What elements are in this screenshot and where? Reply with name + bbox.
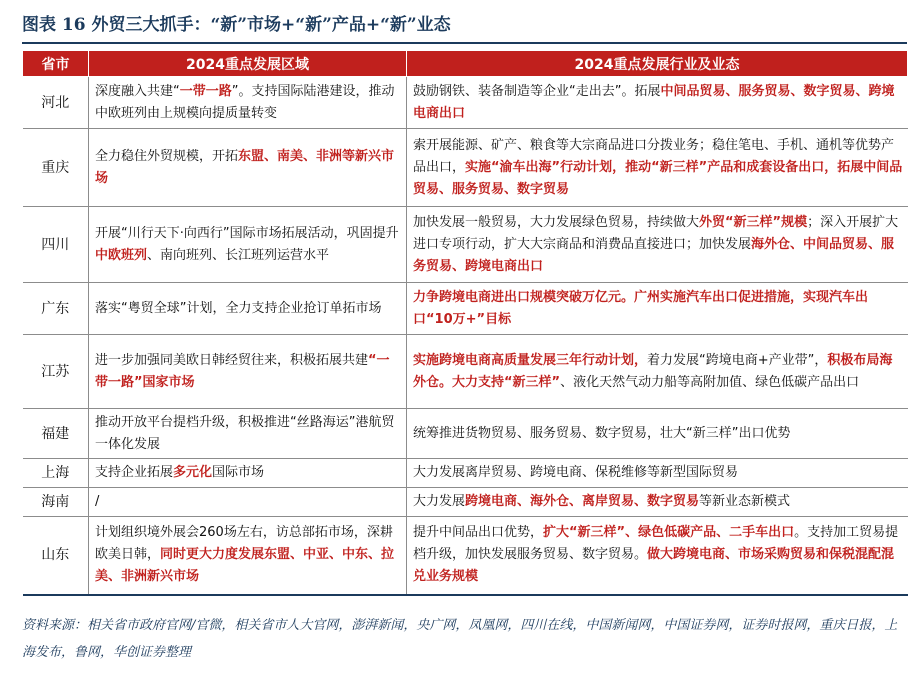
industry-cell: 加快发展一般贸易，大力发展绿色贸易，持续做大外贸“新三样”规模；深入开展扩大进口专项行动，扩大大宗商品和消费品直接进口；加快发展海外仓、中间品贸易、服务贸易、跨境电商出口 xyxy=(407,207,908,283)
province-cell: 海南 xyxy=(23,488,89,517)
industry-cell: 实施跨境电商高质量发展三年行动计划，着力发展“跨境电商+产业带”，积极布局海外仓。大力支持“新三样”、液化天然气动力船等高附加值、绿色低碳产品出口 xyxy=(407,335,908,409)
region-cell: 落实“粤贸全球”计划，全力支持企业抢订单拓市场 xyxy=(89,283,407,335)
region-cell: 开展“川行天下·向西行”国际市场拓展活动，巩固提升中欧班列、南向班列、长江班列运营水平 xyxy=(89,207,407,283)
province-cell: 山东 xyxy=(23,517,89,595)
header-region: 2024重点发展区域 xyxy=(89,51,407,77)
table-row xyxy=(23,77,908,129)
header-industry: 2024重点发展行业及业态 xyxy=(407,51,908,77)
region-cell: / xyxy=(89,488,407,517)
region-cell: 深度融入共建“一带一路”。支持国际陆港建设，推动中欧班列由上规模向提质量转变 xyxy=(89,77,407,129)
province-trade-table xyxy=(22,50,908,596)
table-row xyxy=(23,283,908,335)
industry-cell: 提升中间品出口优势，扩大“新三样”、绿色低碳产品、二手车出口。支持加工贸易提档升级，加快发展服务贸易、数字贸易。做大跨境电商、市场采购贸易和保税混配混兑业务规模 xyxy=(407,517,908,595)
province-cell: 重庆 xyxy=(23,129,89,207)
province-cell: 广东 xyxy=(23,283,89,335)
region-cell: 全力稳住外贸规模，开拓东盟、南美、非洲等新兴市场 xyxy=(89,129,407,207)
industry-cell: 鼓励钢铁、装备制造等企业“走出去”。拓展中间品贸易、服务贸易、数字贸易、跨境电商出口 xyxy=(407,77,908,129)
table-row xyxy=(23,129,908,207)
industry-cell: 大力发展离岸贸易、跨境电商、保税维修等新型国际贸易 xyxy=(407,459,908,488)
industry-cell: 大力发展跨境电商、海外仓、离岸贸易、数字贸易等新业态新模式 xyxy=(407,488,908,517)
region-cell: 支持企业拓展多元化国际市场 xyxy=(89,459,407,488)
source-note: 资料来源：相关省市政府官网/官微，相关省市人大官网，澎湃新闻，央广网，凤凰网，四川在线，中国新闻网，中国证券网，证券时报网，重庆日报，上海发布，鲁网，华创证券整理 xyxy=(22,618,898,660)
table-row xyxy=(23,488,908,517)
industry-cell: 索开展能源、矿产、粮食等大宗商品进口分拨业务；稳住笔电、手机、通机等优势产品出口，实施“渝车出海”行动计划，推动“新三样”产品和成套设备出口，拓展中间品贸易、服务贸易、数字贸易 xyxy=(407,129,908,207)
table-row xyxy=(23,459,908,488)
region-cell: 进一步加强同美欧日韩经贸往来，积极拓展共建“一带一路”国家市场 xyxy=(89,335,407,409)
table-row xyxy=(23,517,908,595)
industry-cell: 统筹推进货物贸易、服务贸易、数字贸易，壮大“新三样”出口优势 xyxy=(407,409,908,459)
title-divider xyxy=(22,42,907,44)
region-cell: 推动开放平台提档升级，积极推进“丝路海运”港航贸一体化发展 xyxy=(89,409,407,459)
province-cell: 四川 xyxy=(23,207,89,283)
province-cell: 河北 xyxy=(23,77,89,129)
province-cell: 上海 xyxy=(23,459,89,488)
province-cell: 江苏 xyxy=(23,335,89,409)
table-header-row xyxy=(23,51,908,77)
table-row xyxy=(23,335,908,409)
header-province: 省市 xyxy=(23,51,89,77)
industry-cell: 力争跨境电商进出口规模突破万亿元。广州实施汽车出口促进措施，实现汽车出口“10万+”目标 xyxy=(407,283,908,335)
province-cell: 福建 xyxy=(23,409,89,459)
region-cell: 计划组织境外展会260场左右，访总部拓市场，深耕欧美日韩，同时更大力度发展东盟、中亚、中东、拉美、非洲新兴市场 xyxy=(89,517,407,595)
figure-title: 图表 16 外贸三大抓手：“新”市场+“新”产品+“新”业态 xyxy=(22,15,451,35)
table-row xyxy=(23,207,908,283)
table-row xyxy=(23,409,908,459)
